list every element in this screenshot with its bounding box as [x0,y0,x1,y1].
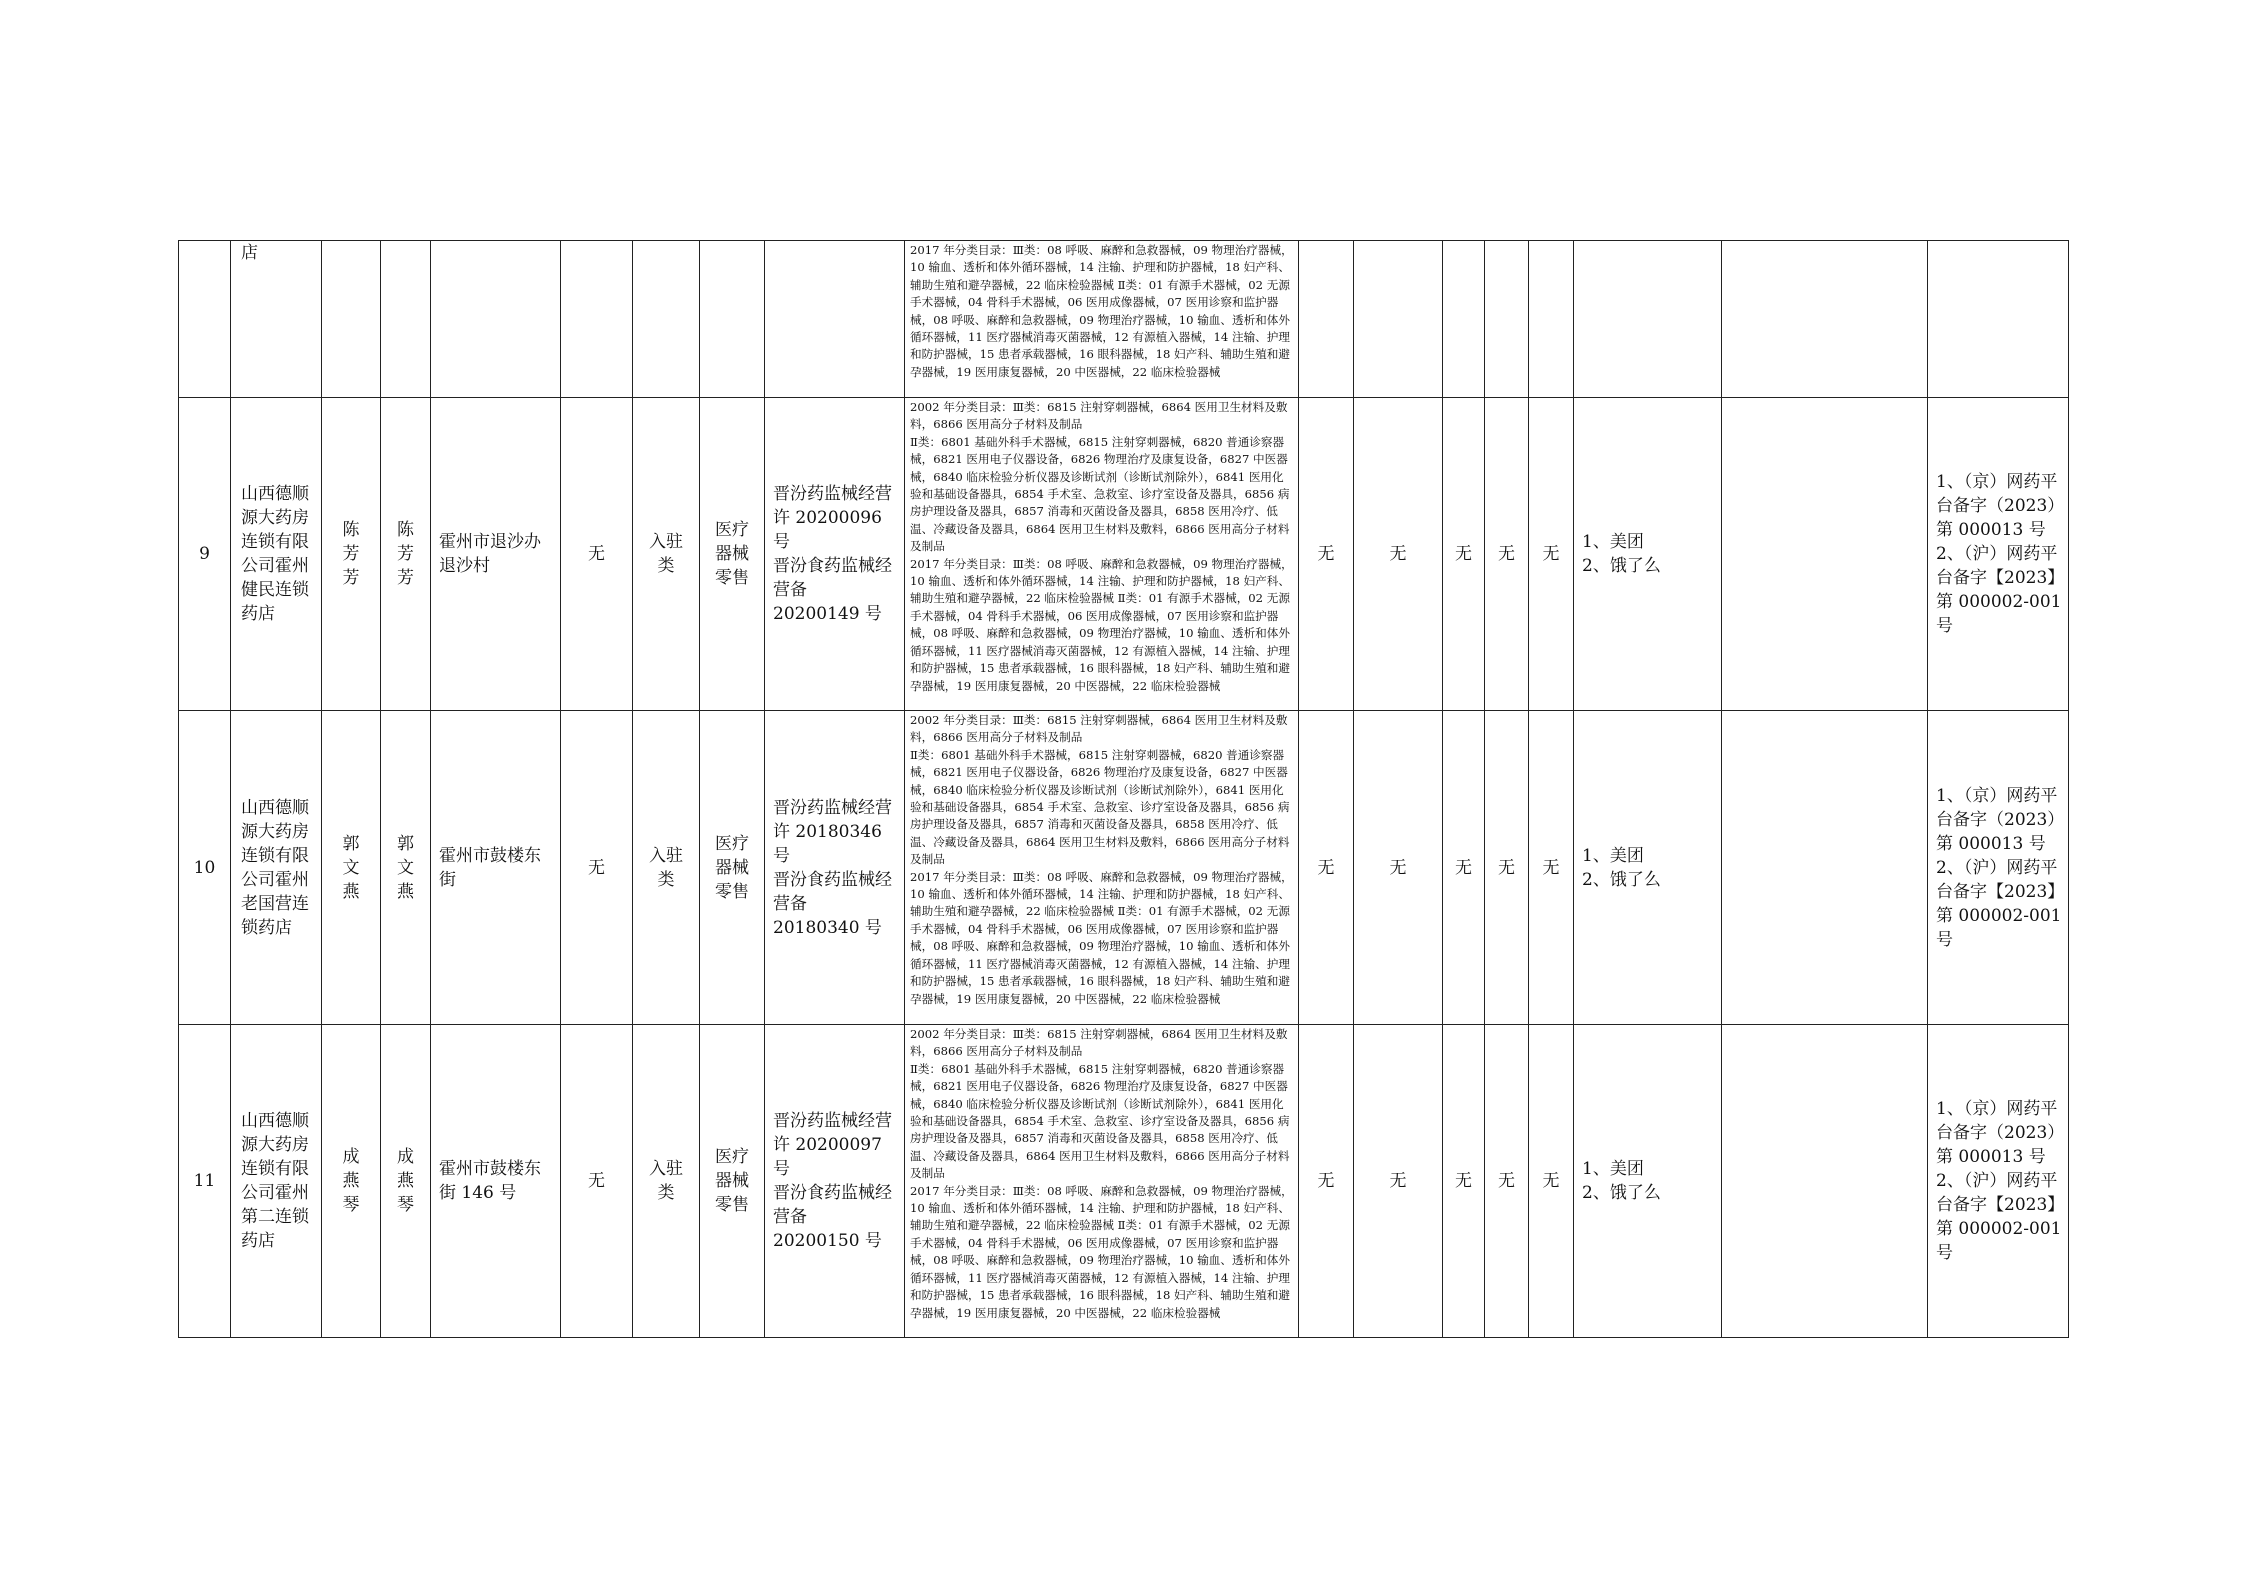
cell-c14: 无 [1485,1025,1529,1338]
cell-c14 [1485,241,1529,398]
cell-c17 [1722,1025,1928,1338]
cell-business: 医疗器械零售 [700,398,765,711]
enterprise-table [178,240,2069,1338]
cell-c12: 无 [1354,398,1443,711]
cell-address: 霍州市鼓楼东街 146 号 [431,1025,561,1338]
cell-record: 1、（京）网药平台备字（2023）第 000013 号 2、（沪）网药平台备字【2023】第 000002-001 号 [1928,711,2069,1025]
cell-no: 9 [179,398,231,711]
cell-c11: 无 [1299,1025,1354,1338]
cell-c14: 无 [1485,398,1529,711]
table-row [179,398,2069,711]
cell-c12: 无 [1354,711,1443,1025]
cell-platforms: 1、美团 2、饿了么 [1574,1025,1722,1338]
cell-legal-rep: 成燕琴 [322,1025,381,1338]
cell-name: 山西德顺源大药房连锁有限公司霍州健民连锁药店 [231,398,322,711]
cell-c12: 无 [1354,1025,1443,1338]
cell-c15: 无 [1529,1025,1574,1338]
cell-business: 医疗器械零售 [700,711,765,1025]
cell-scope: 2002 年分类目录：Ⅲ类：6815 注射穿刺器械，6864 医用卫生材料及敷料，6866 医用高分子材料及制品 Ⅱ类：6801 基础外科手术器械，6815 注射穿刺器械，6820 普通诊察器械，6821 医用电子仪器设备，6826 物理治疗及康复设备，6827 中医器械，6840 临床检验分析仪器及诊断试剂（诊断试剂除外），6841 医用化验和基础设备器具，6854 手术室、急救室、诊疗室设备及器具，6856 病房护理设备及器具，6857 消毒和灭菌设备及器具，6858 医用冷疗、低温、冷藏设备及器具，6864 医用卫生材料及敷料，6866 医用高分子材料及制品 2017 年分类目录：Ⅲ类：08 呼吸、麻醉和急救器械，09 物理治疗器械，10 输血、透析和体外循环器械，14 注输、护理和防护器械，18 妇产科、辅助生殖和避孕器械，22 临床检验器械 Ⅱ类：01 有源手术器械，02 无源手术器械，04 骨科手术器械，06 医用成像器械，07 医用诊察和监护器械，08 呼吸、麻醉和急救器械，09 物理治疗器械，10 输血、透析和体外循环器械，11 医疗器械消毒灭菌器械，12 有源植入器械，14 注输、护理和防护器械，15 患者承载器械，16 眼科器械，18 妇产科、辅助生殖和避孕器械，19 医用康复器械，20 中医器械，22 临床检验器械 [905,711,1299,1025]
table-row-continuation [179,241,2069,398]
cell-name: 店 [231,241,322,398]
cell-no [179,241,231,398]
cell-col5: 无 [561,711,633,1025]
cell-c17 [1722,398,1928,711]
cell-address: 霍州市鼓楼东街 [431,711,561,1025]
table-row [179,1025,2069,1338]
cell-c11: 无 [1299,398,1354,711]
cell-c13 [1443,241,1485,398]
cell-c14: 无 [1485,711,1529,1025]
cell-c12 [1354,241,1443,398]
cell-type: 入驻类 [633,398,700,711]
cell-c13: 无 [1443,398,1485,711]
cell-col5 [561,241,633,398]
table-row [179,711,2069,1025]
cell-address [431,241,561,398]
cell-platforms: 1、美团 2、饿了么 [1574,398,1722,711]
cell-c17 [1722,711,1928,1025]
cell-c17 [1722,241,1928,398]
cell-license: 晋汾药监械经营许 20180346 号 晋汾食药监械经营备 20180340 号 [765,711,905,1025]
cell-no: 11 [179,1025,231,1338]
cell-name: 山西德顺源大药房连锁有限公司霍州第二连锁药店 [231,1025,322,1338]
cell-record: 1、（京）网药平台备字（2023）第 000013 号 2、（沪）网药平台备字【2023】第 000002-001 号 [1928,398,2069,711]
cell-address: 霍州市退沙办退沙村 [431,398,561,711]
cell-c15: 无 [1529,398,1574,711]
cell-c11 [1299,241,1354,398]
cell-no: 10 [179,711,231,1025]
cell-business [700,241,765,398]
cell-c15: 无 [1529,711,1574,1025]
cell-principal: 成燕琴 [381,1025,431,1338]
cell-type: 入驻类 [633,711,700,1025]
cell-principal: 陈芳芳 [381,398,431,711]
cell-legal-rep: 郭文燕 [322,711,381,1025]
cell-col5: 无 [561,398,633,711]
cell-record: 1、（京）网药平台备字（2023）第 000013 号 2、（沪）网药平台备字【2023】第 000002-001 号 [1928,1025,2069,1338]
cell-legal-rep: 陈芳芳 [322,398,381,711]
cell-c11: 无 [1299,711,1354,1025]
cell-scope: 2002 年分类目录：Ⅲ类：6815 注射穿刺器械，6864 医用卫生材料及敷料，6866 医用高分子材料及制品 Ⅱ类：6801 基础外科手术器械，6815 注射穿刺器械，6820 普通诊察器械，6821 医用电子仪器设备，6826 物理治疗及康复设备，6827 中医器械，6840 临床检验分析仪器及诊断试剂（诊断试剂除外），6841 医用化验和基础设备器具，6854 手术室、急救室、诊疗室设备及器具，6856 病房护理设备及器具，6857 消毒和灭菌设备及器具，6858 医用冷疗、低温、冷藏设备及器具，6864 医用卫生材料及敷料，6866 医用高分子材料及制品 2017 年分类目录：Ⅲ类：08 呼吸、麻醉和急救器械，09 物理治疗器械，10 输血、透析和体外循环器械，14 注输、护理和防护器械，18 妇产科、辅助生殖和避孕器械，22 临床检验器械 Ⅱ类：01 有源手术器械，02 无源手术器械，04 骨科手术器械，06 医用成像器械，07 医用诊察和监护器械，08 呼吸、麻醉和急救器械，09 物理治疗器械，10 输血、透析和体外循环器械，11 医疗器械消毒灭菌器械，12 有源植入器械，14 注输、护理和防护器械，15 患者承载器械，16 眼科器械，18 妇产科、辅助生殖和避孕器械，19 医用康复器械，20 中医器械，22 临床检验器械 [905,1025,1299,1338]
cell-license: 晋汾药监械经营许 20200096 号 晋汾食药监械经营备 20200149 号 [765,398,905,711]
cell-legal-rep [322,241,381,398]
cell-license: 晋汾药监械经营许 20200097 号 晋汾食药监械经营备 20200150 号 [765,1025,905,1338]
cell-scope: 2002 年分类目录：Ⅲ类：6815 注射穿刺器械，6864 医用卫生材料及敷料，6866 医用高分子材料及制品 Ⅱ类：6801 基础外科手术器械，6815 注射穿刺器械，6820 普通诊察器械，6821 医用电子仪器设备，6826 物理治疗及康复设备，6827 中医器械，6840 临床检验分析仪器及诊断试剂（诊断试剂除外），6841 医用化验和基础设备器具，6854 手术室、急救室、诊疗室设备及器具，6856 病房护理设备及器具，6857 消毒和灭菌设备及器具，6858 医用冷疗、低温、冷藏设备及器具，6864 医用卫生材料及敷料，6866 医用高分子材料及制品 2017 年分类目录：Ⅲ类：08 呼吸、麻醉和急救器械，09 物理治疗器械，10 输血、透析和体外循环器械，14 注输、护理和防护器械，18 妇产科、辅助生殖和避孕器械，22 临床检验器械 Ⅱ类：01 有源手术器械，02 无源手术器械，04 骨科手术器械，06 医用成像器械，07 医用诊察和监护器械，08 呼吸、麻醉和急救器械，09 物理治疗器械，10 输血、透析和体外循环器械，11 医疗器械消毒灭菌器械，12 有源植入器械，14 注输、护理和防护器械，15 患者承载器械，16 眼科器械，18 妇产科、辅助生殖和避孕器械，19 医用康复器械，20 中医器械，22 临床检验器械 [905,398,1299,711]
cell-c13: 无 [1443,711,1485,1025]
cell-scope: 2017 年分类目录：Ⅲ类：08 呼吸、麻醉和急救器械，09 物理治疗器械，10 输血、透析和体外循环器械，14 注输、护理和防护器械，18 妇产科、辅助生殖和避孕器械，22 临床检验器械 Ⅱ类：01 有源手术器械，02 无源手术器械，04 骨科手术器械，06 医用成像器械，07 医用诊察和监护器械，08 呼吸、麻醉和急救器械，09 物理治疗器械，10 输血、透析和体外循环器械，11 医疗器械消毒灭菌器械，12 有源植入器械，14 注输、护理和防护器械，15 患者承载器械，16 眼科器械，18 妇产科、辅助生殖和避孕器械，19 医用康复器械，20 中医器械，22 临床检验器械 [905,241,1299,398]
cell-c13: 无 [1443,1025,1485,1338]
cell-col5: 无 [561,1025,633,1338]
cell-c15 [1529,241,1574,398]
cell-business: 医疗器械零售 [700,1025,765,1338]
cell-license [765,241,905,398]
cell-principal [381,241,431,398]
cell-name: 山西德顺源大药房连锁有限公司霍州老国营连锁药店 [231,711,322,1025]
cell-type [633,241,700,398]
cell-principal: 郭文燕 [381,711,431,1025]
cell-platforms [1574,241,1722,398]
cell-platforms: 1、美团 2、饿了么 [1574,711,1722,1025]
cell-type: 入驻类 [633,1025,700,1338]
cell-record [1928,241,2069,398]
